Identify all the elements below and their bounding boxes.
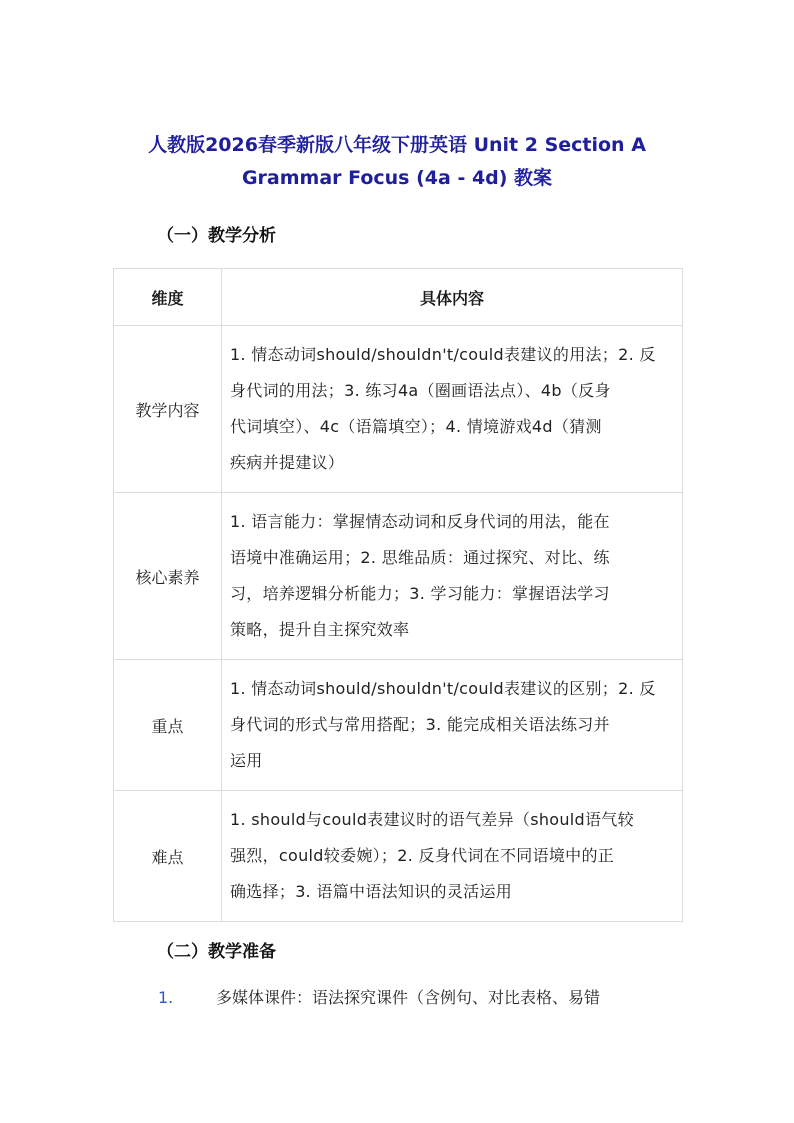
content-line: 强烈，could较委婉）；2. 反身代词在不同语境中的正 (230, 846, 615, 865)
header-content: 具体内容 (222, 269, 683, 326)
content-line: 策略，提升自主探究效率 (230, 620, 410, 639)
document-title-line2: Grammar Focus (4a - 4d) 教案 (241, 167, 553, 189)
list-item-text: 多媒体课件：语法探究课件（含例句、对比表格、易错 (216, 988, 601, 1007)
document-title-line1: 人教版2026春季新版八年级下册英语 Unit 2 Section A (148, 134, 646, 156)
teaching-analysis-table (113, 268, 683, 922)
table-row (114, 326, 683, 493)
content-line: 身代词的形式与常用搭配；3. 能完成相关语法练习并 (230, 715, 610, 734)
table-row (114, 660, 683, 791)
content-line: 确选择；3. 语篇中语法知识的灵活运用 (230, 882, 513, 901)
section-heading-teaching-analysis: （一）教学分析 (157, 226, 276, 246)
section-heading-teaching-preparation: （二）教学准备 (157, 942, 276, 962)
content-line: 运用 (230, 751, 263, 770)
content-line: 1. 情态动词should/shouldn't/could表建议的区别；2. 反 (230, 679, 656, 698)
content-line: 1. should与could表建议时的语气差异（should语气较 (230, 810, 634, 829)
content-line: 疾病并提建议） (230, 453, 345, 472)
row-dimension-key-points: 重点 (114, 660, 222, 791)
content-line: 1. 语言能力：掌握情态动词和反身代词的用法，能在 (230, 512, 610, 531)
content-line: 代词填空）、4c（语篇填空）；4. 情境游戏4d（猜测 (230, 417, 602, 436)
row-dimension-core-literacy: 核心素养 (114, 493, 222, 660)
table-row (114, 791, 683, 922)
content-line: 1. 情态动词should/shouldn't/could表建议的用法；2. 反 (230, 345, 656, 364)
content-line: 习，培养逻辑分析能力；3. 学习能力：掌握语法学习 (230, 584, 610, 603)
row-dimension-teaching-content: 教学内容 (114, 326, 222, 493)
table-header-row (114, 269, 683, 326)
content-line: 身代词的用法；3. 练习4a（圈画语法点）、4b（反身 (230, 381, 611, 400)
row-content-teaching-content (222, 326, 683, 493)
row-content-core-literacy (222, 493, 683, 660)
header-dimension: 维度 (114, 269, 222, 326)
row-content-key-points (222, 660, 683, 791)
content-line: 语境中准确运用；2. 思维品质：通过探究、对比、练 (230, 548, 610, 567)
list-item-number: 1. (158, 988, 174, 1007)
row-dimension-difficulties: 难点 (114, 791, 222, 922)
row-content-difficulties (222, 791, 683, 922)
table-row (114, 493, 683, 660)
